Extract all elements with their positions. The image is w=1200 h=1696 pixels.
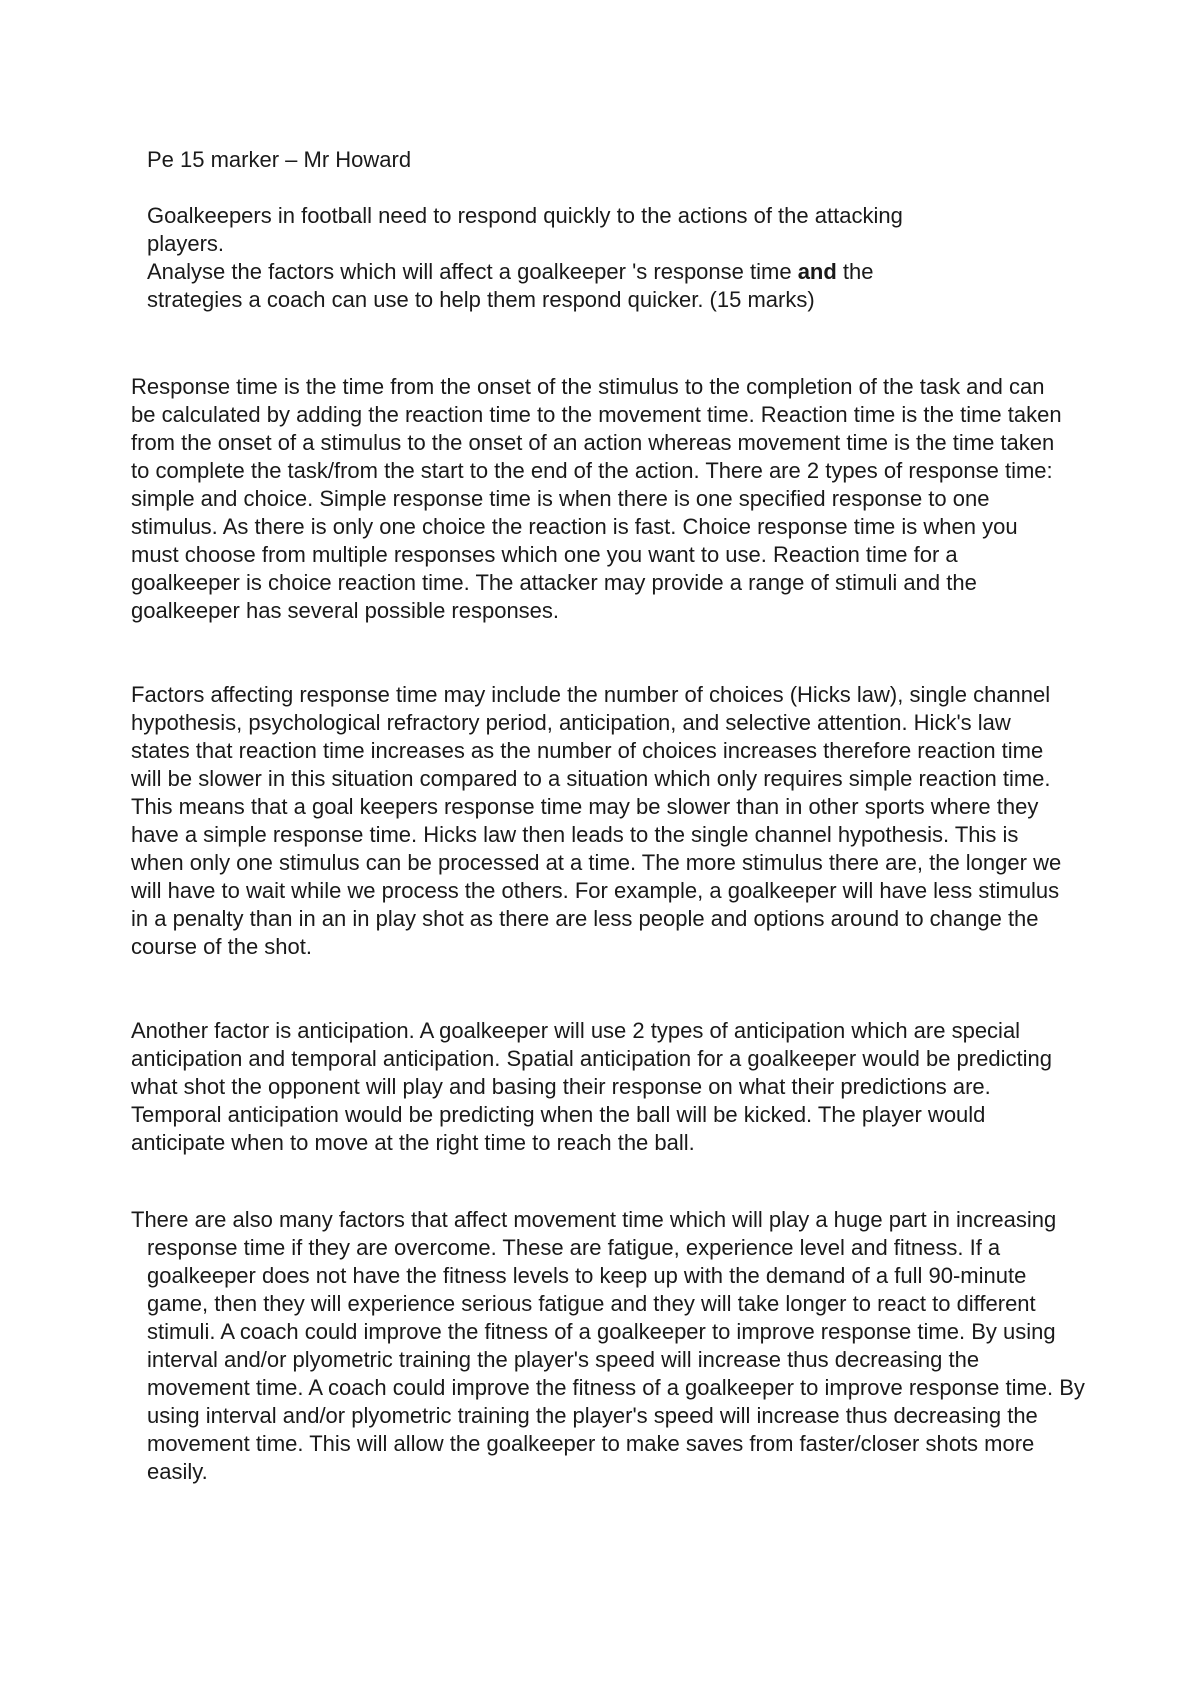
paragraph-text: Another factor is anticipation. A goalkeeper will use 2 types of anticipation which are special anticipation and temporal anticipation. Spatial anticipation for a goalkeeper would be predicting what shot the opponent will play and basing their response on what their predictions are. Temporal anticipation would be predicting when the ball will be kicked. The player would anticipate when to move at the right time to reach the ball.	[131, 1018, 1052, 1155]
question-line: players.	[147, 231, 225, 256]
document-title: Pe 15 marker – Mr Howard	[147, 147, 412, 172]
spacer	[147, 174, 1047, 202]
question-line	[147, 258, 1047, 286]
paragraph-text: Factors affecting response time may include the number of choices (Hicks law), single channel hypothesis, psychological refractory period, anticipation, and selective attention. Hick's law states that reaction time increases as the number of choices increases therefore reaction time will be slower in this situation compared to a situation which only requires simple reaction time. This means that a goal keepers response time may be slower than in other sports where they have a simple response time. Hicks law then leads to the single channel hypothesis. This is when only one stimulus can be processed at a time. The more stimulus there are, the longer we will have to wait while we process the others. For example, a goalkeeper will have less stimulus in a penalty than in an in play shot as there are less people and options around to change the course of the shot.	[131, 682, 1062, 959]
paragraph-text: There are also many factors that affect movement time which will play a huge part in increasing response time if they are overcome. These are fatigue, experience level and fitness. If a goalkeeper does not have the fitness levels to keep up with the demand of a full 90-minute game, then they will experience serious fatigue and they will take longer to react to different stimuli. A coach could improve the fitness of a goalkeeper to improve response time. By using interval and/or plyometric training the player's speed will increase thus decreasing the movement time. A coach could improve the fitness of a goalkeeper to improve response time. By using interval and/or plyometric training the player's speed will increase thus decreasing the movement time. This will allow the goalkeeper to make saves from faster/closer shots more easily.	[131, 1207, 1085, 1484]
question-text: Analyse the factors which will affect a goalkeeper 's response time	[147, 259, 798, 284]
answer-paragraph-2	[131, 681, 1071, 961]
question-line: strategies a coach can use to help them respond quicker. (15 marks)	[147, 287, 815, 312]
question-text: the	[836, 259, 874, 284]
answer-paragraph-4	[131, 1206, 1087, 1486]
question-emphasis: and	[797, 259, 837, 284]
answer-paragraph-1	[131, 373, 1071, 625]
question-header	[147, 146, 1047, 314]
question-line: Goalkeepers in football need to respond quickly to the actions of the attacking	[147, 203, 903, 228]
answer-paragraph-3	[131, 1017, 1071, 1157]
paragraph-text: Response time is the time from the onset of the stimulus to the completion of the task and can be calculated by adding the reaction time to the movement time. Reaction time is the time taken from the onset of a stimulus to the onset of an action whereas movement time is the time taken to complete the task/from the start to the end of the action. There are 2 types of response time: simple and choice. Simple response time is when there is one specified response to one stimulus. As there is only one choice the reaction is fast. Choice response time is when you must choose from multiple responses which one you want to use. Reaction time for a goalkeeper is choice reaction time. The attacker may provide a range of stimuli and the goalkeeper has several possible responses.	[131, 374, 1062, 623]
